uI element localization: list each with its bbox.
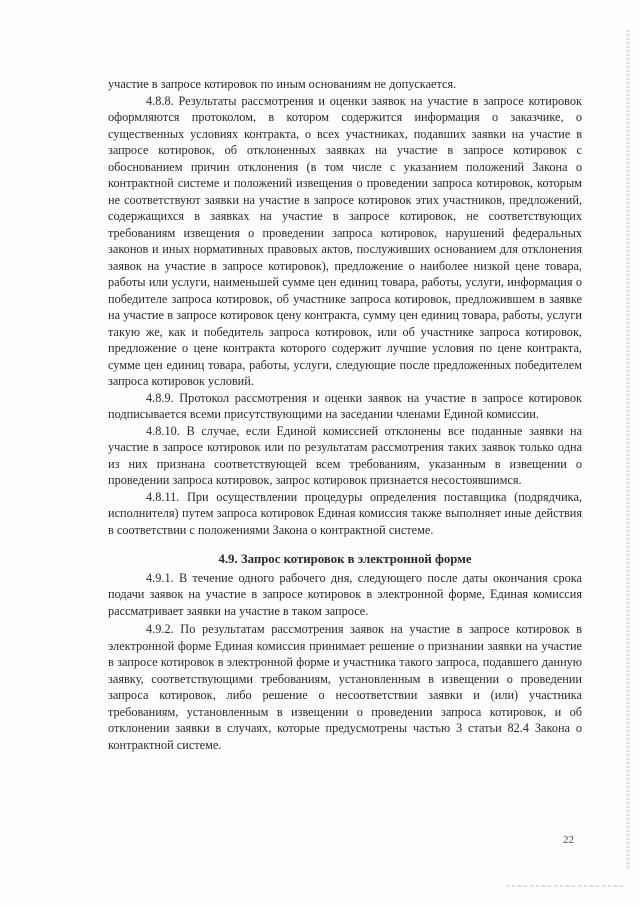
scan-edge-artifact — [626, 30, 630, 870]
paragraph-4-9-2: 4.9.2. По результатам рассмотрения заявок на участие в запросе котировок в электронной форме Единая комиссия принимает решение о признании заявки на участие в запросе котировок в электронной форме и участника такого запроса, подавшего данную заявку, соответствующими требованиям, установленным в извещении о проведении запроса котировок, либо решение о несоответствии заявки и (или) участника требованиям, установленным в извещении о проведении запроса котировок, и об отклонении заявки в случаях, которые предусмотрены частью 3 статьи 82.4 Закона о контрактной системе. — [108, 622, 582, 752]
paragraph-4-8-10: 4.8.10. В случае, если Единой комиссией отклонены все поданные заявки на участие в запросе котировок или по результатам рассмотрения таких заявок только одна из них признана соответствующей всем требованиям, указанным в извещении о проведении запроса котировок, запрос котировок признается несостоявшимся. — [108, 423, 582, 487]
page-number: 22 — [563, 834, 574, 846]
paragraph-4-8-11: 4.8.11. При осуществлении процедуры определения поставщика (подрядчика, исполнителя) путем запроса котировок Единая комиссия также выполняет иные действия в соответствии с положениями Закона о контрактной системе. — [108, 489, 582, 537]
paragraph-continuation: участие в запросе котировок по иным основаниям не допускается. — [108, 77, 457, 91]
paragraph-4-9-1: 4.9.1. В течение одного рабочего дня, следующего после даты окончания срока подачи заявок на участие в запросе котировок в электронной форме, Единая комиссия рассматривает заявки на участие в таком запросе. — [108, 570, 582, 618]
section-heading: 4.9. Запрос котировок в электронной форме — [218, 552, 472, 566]
paragraph-4-8-8: 4.8.8. Результаты рассмотрения и оценки заявок на участие в запросе котировок оформляются протоколом, в котором содержится информация о заказчике, о существенных условиях контракта, о всех участниках, подавших заявки на участие в запросе котировок, об отклоненных заявках на участие в запросе котировок с обоснованием причин отклонения (в том числе с указанием положений Закона о контрактной системе и положений извещения о проведении запроса котировок, которым не соответствуют заявки на участие в запросе котировок этих участников, предложений, содержащихся в заявках на участие в запросе котировок, не соответствующих требованиям извещения о проведении запроса котировок, нарушений федеральных законов и иных нормативных правовых актов, послуживших основанием для отклонения заявок на участие в запросе котировок), предложение о наиболее низкой цене товара, работы или услуги, наименьшей сумме цен единиц товара, работы, услуги, информация о победителе запроса котировок, об участнике запроса котировок, предложившем в заявке на участие в запросе котировок цену контракта, сумму цен единиц товара, работы, услуги такую же, как и победитель запроса котировок, или об участнике запроса котировок, предложение о цене контракта которого содержит лучшие условия по цене контракта, сумме цен единиц товара, работы, услуги, следующие после предложенных победителем запроса котировок условий. — [108, 93, 582, 388]
scan-bottom-artifact — [506, 885, 626, 887]
document-body — [108, 76, 582, 753]
paragraph-4-8-9: 4.8.9. Протокол рассмотрения и оценки заявок на участие в запросе котировок подписывается всеми присутствующими на заседании членами Единой комиссии. — [108, 390, 582, 421]
